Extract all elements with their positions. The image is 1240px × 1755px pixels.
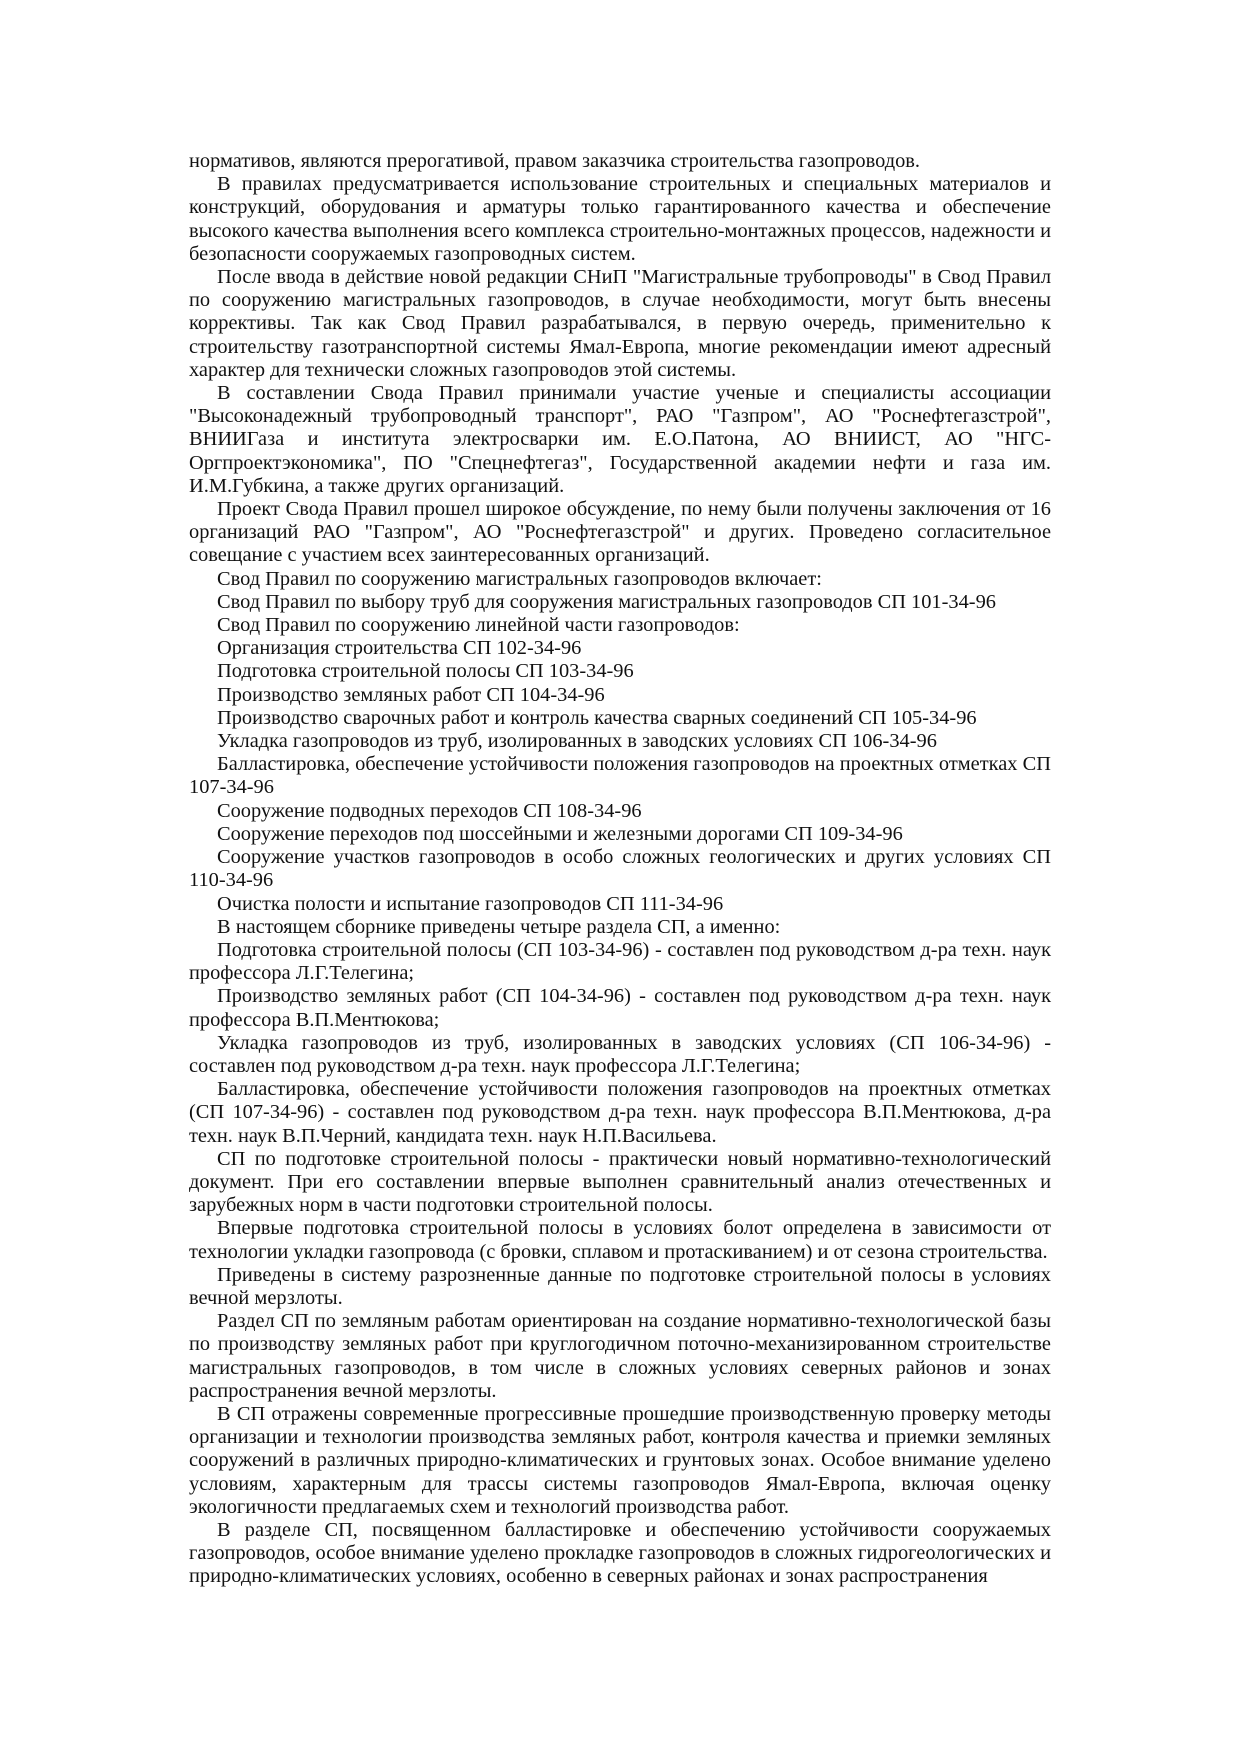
list-item: Свод Правил по сооружению линейной части газопроводов: <box>217 614 740 637</box>
list-item: Подготовка строительной полосы СП 103-34-96 <box>217 660 634 683</box>
list-item: В настоящем сборнике приведены четыре раздела СП, а именно: <box>217 915 781 938</box>
document-page <box>189 150 1051 1589</box>
list-item: Сооружение подводных переходов СП 108-34-96 <box>217 799 642 822</box>
paragraph: Проект Свода Правил прошел широкое обсуждение, по нему были получены заключения от 16 организаций РАО "Газпром", АО "Роснефтегазстрой" и других. Проведено согласительное совещание с участием всех заинтересованных организаций. <box>189 498 1051 567</box>
list-item: Сооружение переходов под шоссейными и железными дорогами СП 109-34-96 <box>217 822 903 845</box>
list-item: Сооружение участков газопроводов в особо сложных геологических и других условиях СП 110-34-96 <box>189 846 1051 892</box>
list-item: Балластировка, обеспечение устойчивости положения газопроводов на проектных отметках СП 107-34-96 <box>189 753 1051 799</box>
paragraph: Раздел СП по земляным работам ориентирован на создание нормативно-технологической базы по производству земляных работ при круглогодичном поточно-механизированном строительстве магистральных газопроводов, в том числе в сложных условиях северных районов и зонах распространения вечной мерзлоты. <box>189 1310 1051 1402</box>
paragraph: В составлении Свода Правил принимали участие ученые и специалисты ассоциации "Высоконадежный трубопроводный транспорт", РАО "Газпром", АО "Роснефтегазстрой", ВНИИГаза и института электросварки им. Е.О.Патона, АО ВНИИСТ, АО "НГС-Оргпроектэкономика", ПО "Спецнефтегаз", Государственной академии нефти и газа им. И.М.Губкина, а также других организаций. <box>189 382 1051 497</box>
list-item: Организация строительства СП 102-34-96 <box>217 637 582 660</box>
list-item: Производство земляных работ СП 104-34-96 <box>217 683 605 706</box>
paragraph: В правилах предусматривается использование строительных и специальных материалов и конструкций, оборудования и арматуры только гарантированного качества и обеспечение высокого качества выполнения всего комплекса строительно-монтажных процессов, надежности и безопасности сооружаемых газопроводных систем. <box>189 173 1051 265</box>
paragraph: нормативов, являются прерогативой, правом заказчика строительства газопроводов. <box>189 150 921 172</box>
paragraph: После ввода в действие новой редакции СНиП "Магистральные трубопроводы" в Свод Правил по сооружению магистральных газопроводов, в случае необходимости, могут быть внесены коррективы. Так как Свод Правил разрабатывался, в первую очередь, применительно к строительству газотранспортной системы Ямал-Европа, многие рекомендации имеют адресный характер для технически сложных газопроводов этой системы. <box>189 266 1051 381</box>
paragraph: Впервые подготовка строительной полосы в условиях болот определена в зависимости от технологии укладки газопровода (с бровки, сплавом и протаскиванием) и от сезона строительства. <box>189 1217 1051 1263</box>
paragraph: Укладка газопроводов из труб, изолированных в заводских условиях (СП 106-34-96) - составлен под руководством д-ра техн. наук профессора Л.Г.Телегина; <box>189 1031 1051 1077</box>
list-item: Очистка полости и испытание газопроводов СП 111-34-96 <box>217 892 724 915</box>
list-item: Производство сварочных работ и контроль качества сварных соединений СП 105-34-96 <box>217 706 977 729</box>
paragraph: СП по подготовке строительной полосы - практически новый нормативно-технологический документ. При его составлении впервые выполнен сравнительный анализ отечественных и зарубежных норм в части подготовки строительной полосы. <box>189 1147 1051 1217</box>
paragraph: Подготовка строительной полосы (СП 103-34-96) - составлен под руководством д-ра техн. наук профессора Л.Г.Телегина; <box>189 938 1051 985</box>
paragraph: Производство земляных работ (СП 104-34-96) - составлен под руководством д-ра техн. наук профессора В.П.Ментюкова; <box>189 985 1051 1031</box>
list-item: Укладка газопроводов из труб, изолированных в заводских условиях СП 106-34-96 <box>217 730 937 753</box>
paragraph: В разделе СП, посвященном балластировке и обеспечению устойчивости сооружаемых газопроводов, особое внимание уделено прокладке газопроводов в сложных гидрогеологических и природно-климатических условиях, особенно в северных районах и зонах распространения <box>189 1518 1051 1588</box>
paragraph: Приведены в систему разрозненные данные по подготовке строительной полосы в условиях вечной мерзлоты. <box>189 1263 1051 1309</box>
paragraph: Балластировка, обеспечение устойчивости положения газопроводов на проектных отметках (СП 107-34-96) - составлен под руководством д-ра техн. наук профессора В.П.Ментюкова, д-ра техн. наук В.П.Черний, кандидата техн. наук Н.П.Васильева. <box>189 1078 1051 1147</box>
paragraph: В СП отражены современные прогрессивные прошедшие производственную проверку методы организации и технологии производства земляных работ, контроля качества и приемки земляных сооружений в различных природно-климатических и грунтовых зонах. Особое внимание уделено условиям, характерным для трассы системы газопроводов Ямал-Европа, включая оценку экологичности предлагаемых схем и технологий производства работ. <box>189 1402 1051 1518</box>
list-item: Свод Правил по выбору труб для сооружения магистральных газопроводов СП 101-34-96 <box>217 590 996 613</box>
list-item: Свод Правил по сооружению магистральных газопроводов включает: <box>217 567 822 590</box>
